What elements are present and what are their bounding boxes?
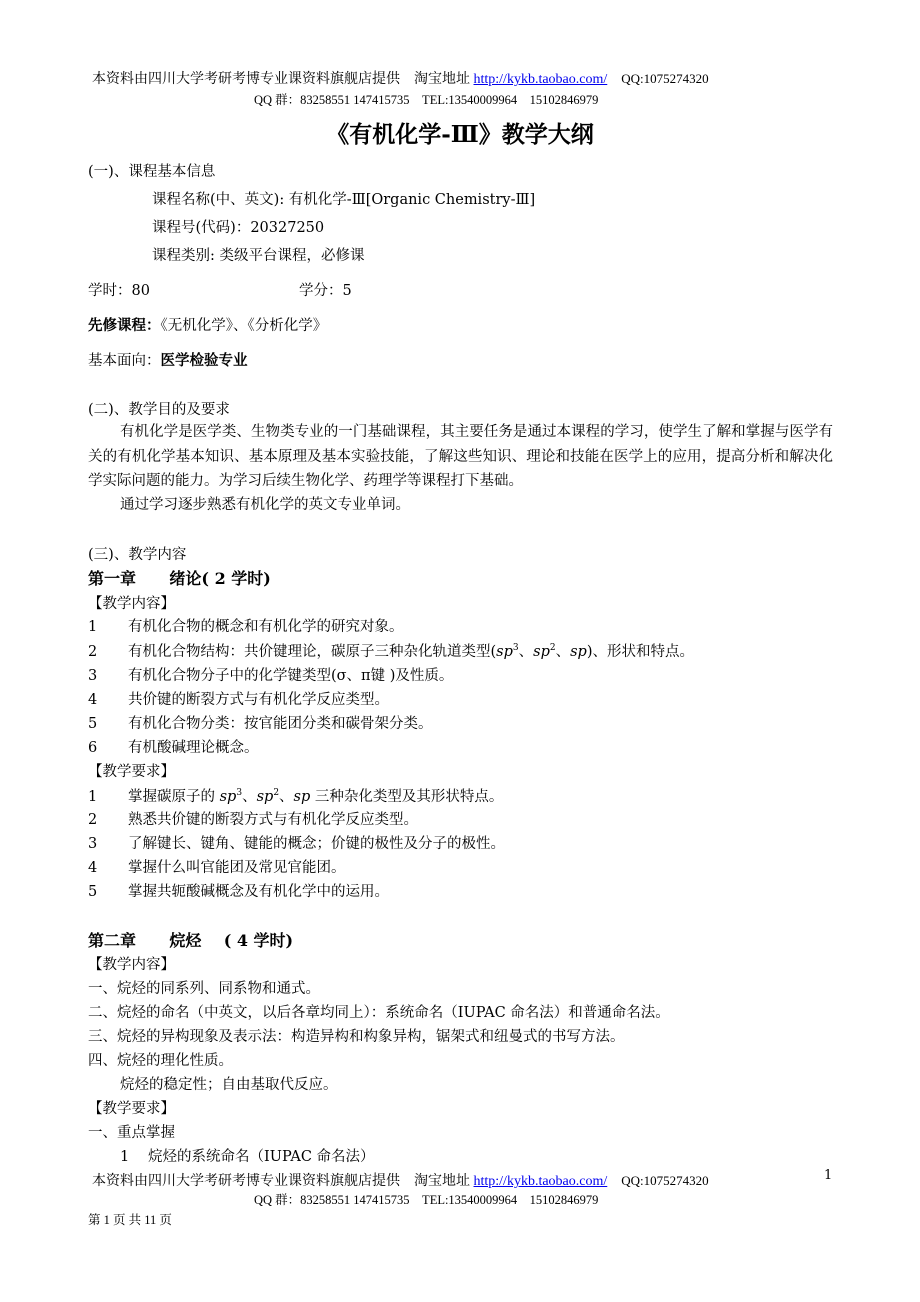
footer-url-link[interactable]: http://kykb.taobao.com/ [473,1174,608,1189]
list-item: 三、烷烃的异构现象及表示法：构造异构和构象异构，锯架式和纽曼式的书写方法。 [88,1029,625,1045]
list-item: 1 有机化合物的概念和有机化学的研究对象。 [88,619,404,635]
footer-qq: QQ:1075274320 [621,1173,709,1188]
list-item: 四、烷烃的理化性质。 [88,1053,233,1069]
course-credits: 学分：5 [299,283,352,299]
list-item: 4 掌握什么叫官能团及常见官能团。 [88,860,346,876]
audience [88,349,248,370]
audience-label: 基本面向： [88,353,161,369]
prerequisites [88,314,327,335]
list-item: 2 熟悉共价键的断裂方式与有机化学反应类型。 [88,812,418,828]
page-header [92,68,709,88]
list-item: 二、烷烃的命名（中英文，以后各章均同上）：系统命名（IUPAC 命名法）和普通命名法。 [88,1005,670,1021]
footer-contact: QQ 群：83258551 147415735 TEL:13540009964 15102846979 [254,1193,599,1207]
footer-taobao-label: 淘宝地址 [414,1174,470,1189]
chapter2-content-label: 【教学内容】 [88,957,175,973]
chapter1-content-label: 【教学内容】 [88,596,175,612]
section1-heading: (一)、课程基本信息 [88,164,216,180]
list-item: 烷烃的稳定性；自由基取代反应。 [120,1077,338,1093]
list-item: 3 了解键长、键角、键能的概念；价键的极性及分子的极性。 [88,836,505,852]
chapter1-title: 第一章 绪论( 2 学时) [88,569,271,588]
chapter1-req-label: 【教学要求】 [88,764,175,780]
chapter2-title: 第二章 烷烃 ( 4 学时) [88,931,294,950]
header-url-link[interactable]: http://kykb.taobao.com/ [473,72,608,87]
list-item: 3 有机化合物分子中的化学键类型(σ、π键 )及性质。 [88,668,454,684]
list-item: 5 掌握共轭酸碱概念及有机化学中的运用。 [88,884,389,900]
header-qq: QQ:1075274320 [621,71,709,86]
footer-provider: 本资料由四川大学考研考博专业课资料旗舰店提供 [92,1174,400,1189]
page-title: 《有机化学-Ⅲ》教学大纲 [326,121,594,148]
prereq-label: 先修课程： [88,317,161,334]
section2-paragraph-2: 通过学习逐步熟悉有机化学的英文专业单词。 [120,497,410,513]
chapter2-req-label: 【教学要求】 [88,1101,175,1117]
audience-value: 医学检验专业 [160,352,248,369]
page-info: 第 1 页 共 11 页 [88,1213,172,1227]
list-item: 5 有机化合物分类：按官能团分类和碳骨架分类。 [88,716,433,732]
list-item: 一、烷烃的同系列、同系物和通式。 [88,981,320,997]
header-contact: QQ 群：83258551 147415735 TEL:13540009964 15102846979 [254,93,599,107]
list-item: 4 共价键的断裂方式与有机化学反应类型。 [88,692,389,708]
page-footer [92,1170,709,1190]
header-provider: 本资料由四川大学考研考博专业课资料旗舰店提供 [92,72,400,87]
page-number-corner: 1 [824,1168,833,1183]
list-item: 1 烷烃的系统命名（IUPAC 命名法） [120,1149,375,1165]
course-code: 课程号(代码)：20327250 [152,220,325,236]
list-item: 2 有机化合物结构：共价键理论，碳原子三种杂化轨道类型($sp^3$、$sp^2$、sp)、形状和特点。 [88,643,694,660]
section2-heading: (二)、教学目的及要求 [88,402,230,418]
course-category: 课程类别: 类级平台课程，必修课 [152,248,365,264]
list-item: 1 掌握碳原子的 $sp^3$、$sp^2$、sp 三种杂化类型及其形状特点。 [88,788,504,805]
chapter2-req-sub-heading: 一、重点掌握 [88,1125,175,1141]
course-name: 课程名称(中、英文): 有机化学-Ⅲ[Organic Chemistry-Ⅲ] [152,192,536,208]
prereq-value: 《无机化学》、《分析化学》 [160,318,328,334]
course-hours: 学时：80 [88,283,150,299]
section2-paragraph-1: 有机化学是医学类、生物类专业的一门基础课程，其主要任务是通过本课程的学习，使学生了解和掌握与医学有关的有机化学基本知识、基本原理及基本实验技能，了解这些知识、理论和技能在医学上的应用，提高分析和解决化学实际问题的能力。为学习后续生物化学、药理学等课程打下基础。 [88,424,833,489]
header-taobao-label: 淘宝地址 [414,72,470,87]
section3-heading: (三)、教学内容 [88,547,187,563]
list-item: 6 有机酸碱理论概念。 [88,740,259,756]
